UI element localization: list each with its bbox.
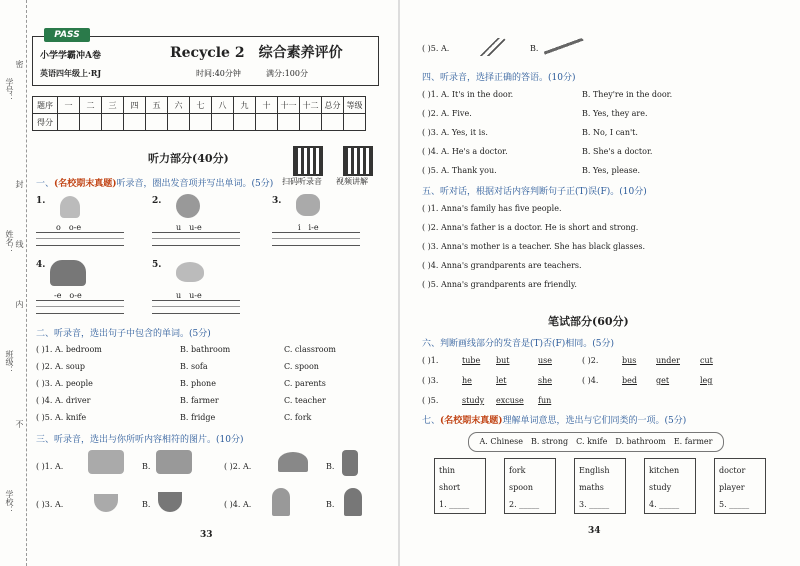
word-group-box [434,458,486,514]
answer-blank[interactable]: 5. _____ [719,500,750,509]
score-cell: 十二 [300,97,322,114]
group-word: thin [439,466,456,475]
answer-option[interactable]: ( )2. A. Five. [422,109,472,118]
qr-label-audio: 扫码听录音 [282,177,322,186]
group-word: player [719,483,745,492]
answer-blank[interactable]: 3. _____ [579,500,610,509]
left-page [0,0,398,566]
phonics-word: she [538,376,552,385]
writing-lines[interactable] [36,300,124,314]
class-label: 班级： [5,350,14,374]
writing-lines[interactable] [152,232,240,246]
group-word: English [579,466,610,475]
picture-option[interactable]: ( )1. A. [36,462,64,471]
section-5-title: 五、听对话，根据对话内容判断句子正(T)误(F)。(10分) [422,187,647,197]
phonics-word: bed [622,376,637,385]
option-c: C. spoon [284,362,319,371]
phonics-word: cut [700,356,713,365]
phonics-word: let [496,376,507,385]
score-cell: 得分 [33,114,58,131]
answer-option-b: B. She's a doctor. [582,147,653,156]
id-label: 学号： [5,78,14,102]
section-1-text: 听录音，圈出发音项并写出单词。(5分) [116,179,274,189]
picture-option[interactable]: B. [142,500,151,509]
score-cell: 八 [212,97,234,114]
group-word: short [439,483,461,492]
score-cell: 等级 [344,97,366,114]
tf-statement[interactable]: ( )5. Anna's grandparents are friendly. [422,280,577,289]
binding-margin [0,0,27,566]
seal-char: 内 [15,300,24,308]
qr-code-audio[interactable] [293,146,323,176]
score-cell: 四 [124,97,146,114]
option-row[interactable]: ( )2. A. soup [36,362,86,371]
score-table [32,96,366,131]
tf-paren[interactable]: ( )1. [422,356,439,365]
tf-paren[interactable]: ( )2. [582,356,599,365]
score-cell: 题序 [33,97,58,114]
score-input-cell[interactable] [300,114,322,131]
series-name: 小学学霸冲A卷 [40,51,101,61]
option-b: B. fridge [180,413,216,422]
option-b: B. bathroom [180,345,231,354]
word-bank: A. Chinese B. strong C. knife D. bathroom E. farmer [468,432,724,452]
seal-char: 线 [15,240,24,248]
score-cell: 一 [58,97,80,114]
group-word: spoon [509,483,534,492]
answer-option-b: B. No, I can't. [582,128,638,137]
phonics-options: i i-e [298,223,319,232]
score-input-cell[interactable] [124,114,146,131]
seal-char: 密 [15,60,24,68]
answer-option[interactable]: ( )4. A. He's a doctor. [422,147,508,156]
score-input-cell[interactable] [234,114,256,131]
duck-picture [176,262,204,282]
seal-char: 不 [15,420,24,428]
score-input-cell[interactable] [80,114,102,131]
phonics-word: study [462,396,485,405]
picture-option[interactable]: B. [142,462,151,471]
writing-lines[interactable] [152,300,240,314]
tf-statement[interactable]: ( )4. Anna's grandparents are teachers. [422,261,582,270]
soup-bowl-picture [94,494,118,512]
section-6-title: 六、判断画线部分的发音是(T)否(F)相同。(5分) [422,339,615,349]
score-cell: 七 [190,97,212,114]
time-info: 时间:40分钟 [196,69,241,78]
score-input-cell[interactable] [58,114,80,131]
score-cell: 五 [146,97,168,114]
answer-option-b: B. They're in the door. [582,90,673,99]
answer-blank[interactable]: 1. _____ [439,500,470,509]
option-row[interactable]: ( )4. A. driver [36,396,91,405]
kite-picture [296,194,320,216]
section-7-number: 七、 [422,416,441,426]
answer-option[interactable]: ( )3. A. Yes, it is. [422,128,488,137]
option-c: C. fork [284,413,312,422]
spoon-picture [544,38,584,56]
answer-option-b: B. Yes, please. [582,166,641,175]
kitchen-picture [88,450,124,474]
score-input-cell[interactable] [212,114,234,131]
picture-option[interactable]: B. [530,44,539,53]
nose-picture [60,196,80,218]
listening-heading: 听力部分(40分) [148,152,229,165]
score-cell: 六 [168,97,190,114]
score-cell: 十 [256,97,278,114]
option-c: C. classroom [284,345,336,354]
table-picture [278,452,308,472]
tf-statement[interactable]: ( )3. Anna's mother is a teacher. She has black glasses. [422,242,646,251]
group-word: doctor [719,466,746,475]
name-label: 姓名： [5,230,14,254]
writing-lines[interactable] [272,232,360,246]
tf-paren[interactable]: ( )5. [422,396,439,405]
answer-blank[interactable]: 4. _____ [649,500,680,509]
word-group-box [504,458,556,514]
option-b: B. sofa [180,362,208,371]
item-number: 3. [272,196,282,206]
tag-badge: (名校期末真题) [440,416,503,426]
tag-badge: (名校期末真题) [54,179,117,189]
answer-option[interactable]: ( )5. A. Thank you. [422,166,497,175]
girl-picture [272,488,290,516]
brand-logo: PASS [44,28,90,42]
phonics-word: he [462,376,472,385]
score-input-cell[interactable] [190,114,212,131]
phonics-word: bus [622,356,637,365]
phonics-word: get [656,376,670,385]
item-number: 5. [152,260,162,270]
group-word: fork [509,466,526,475]
word-group-box [644,458,696,514]
phonics-options: -e o-e [54,291,82,300]
section-3-title: 三、听录音，选出与你所听内容相符的图片。(10分) [36,435,244,445]
group-word: maths [579,483,604,492]
picture-option[interactable]: ( )5. A. [422,44,450,53]
phonics-word: but [496,356,510,365]
page-number-right: 34 [588,526,601,536]
section-7-text: 理解单词意思，选出与它们同类的一项。(5分) [502,416,687,426]
option-row[interactable]: ( )3. A. people [36,379,93,388]
qr-code-video[interactable] [343,146,373,176]
item-number: 4. [36,260,46,270]
bowl-picture [158,492,182,512]
picture-option[interactable]: ( )3. A. [36,500,64,509]
option-row[interactable]: ( )1. A. bedroom [36,345,102,354]
word-group-box [714,458,766,514]
item-number: 1. [36,196,46,206]
phonics-options: o o-e [56,223,82,232]
writing-lines[interactable] [36,232,124,246]
phonics-word: tube [462,356,481,365]
phonics-word: excuse [496,396,524,405]
seal-char: 封 [15,180,24,188]
option-row[interactable]: ( )5. A. knife [36,413,87,422]
page-number-left: 33 [200,530,213,540]
picture-option[interactable]: ( )4. A. [224,500,252,509]
score-input-cell[interactable] [146,114,168,131]
option-c: C. parents [284,379,326,388]
group-word: kitchen [649,466,680,475]
score-cell: 九 [234,97,256,114]
picture-option[interactable]: B. [326,500,335,509]
phonics-word: under [656,356,680,365]
tf-paren[interactable]: ( )3. [422,376,439,385]
grade-label: 英语四年级上·RJ [40,68,102,78]
picture-option[interactable]: ( )2. A. [224,462,252,471]
option-b: B. phone [180,379,216,388]
tf-statement[interactable]: ( )2. Anna's father is a doctor. He is short and strong. [422,223,639,232]
phonics-word: leg [700,376,713,385]
score-input-cell[interactable] [344,114,366,131]
chopsticks-picture [476,38,506,56]
score-input-cell[interactable] [168,114,190,131]
section-2-title: 二、听录音，选出句子中包含的单词。(5分) [36,329,211,339]
score-cell: 三 [102,97,124,114]
answer-blank[interactable]: 2. _____ [509,500,540,509]
answer-option[interactable]: ( )1. A. It's in the door. [422,90,514,99]
tf-paren[interactable]: ( )4. [582,376,599,385]
school-label: 学校： [5,490,14,514]
phonics-options: u u-e [176,291,202,300]
group-word: study [649,483,672,492]
word-group-box [574,458,626,514]
score-input-cell[interactable] [278,114,300,131]
score-input-cell[interactable] [322,114,344,131]
tf-statement[interactable]: ( )1. Anna's family has five people. [422,204,562,213]
section-1-title: 一、(名校期末真题)听录音，圈出发音项并写出单词。(5分) [36,179,274,189]
score-info: 满分:100分 [266,69,308,78]
score-cell: 总分 [322,97,344,114]
people-picture [50,260,86,286]
picture-option[interactable]: B. [326,462,335,471]
qr-label-video: 视频讲解 [336,177,368,186]
score-cell: 十一 [278,97,300,114]
writing-heading: 笔试部分(60分) [548,315,629,328]
phonics-word: fun [538,396,552,405]
boy-picture [344,488,362,516]
score-cell: 二 [80,97,102,114]
option-c: C. teacher [284,396,326,405]
page-title: Recycle 2 综合素养评价 [170,45,343,61]
bear-picture [176,194,200,218]
section-4-title: 四、听录音，选择正确的答语。(10分) [422,73,576,83]
item-number: 2. [152,196,162,206]
chair-picture [342,450,358,476]
score-input-cell[interactable] [102,114,124,131]
option-b: B. farmer [180,396,219,405]
room-picture [156,450,192,474]
score-input-cell[interactable] [256,114,278,131]
phonics-options: u u-e [176,223,202,232]
phonics-word: use [538,356,552,365]
answer-option-b: B. Yes, they are. [582,109,648,118]
section-7-title [422,413,686,426]
